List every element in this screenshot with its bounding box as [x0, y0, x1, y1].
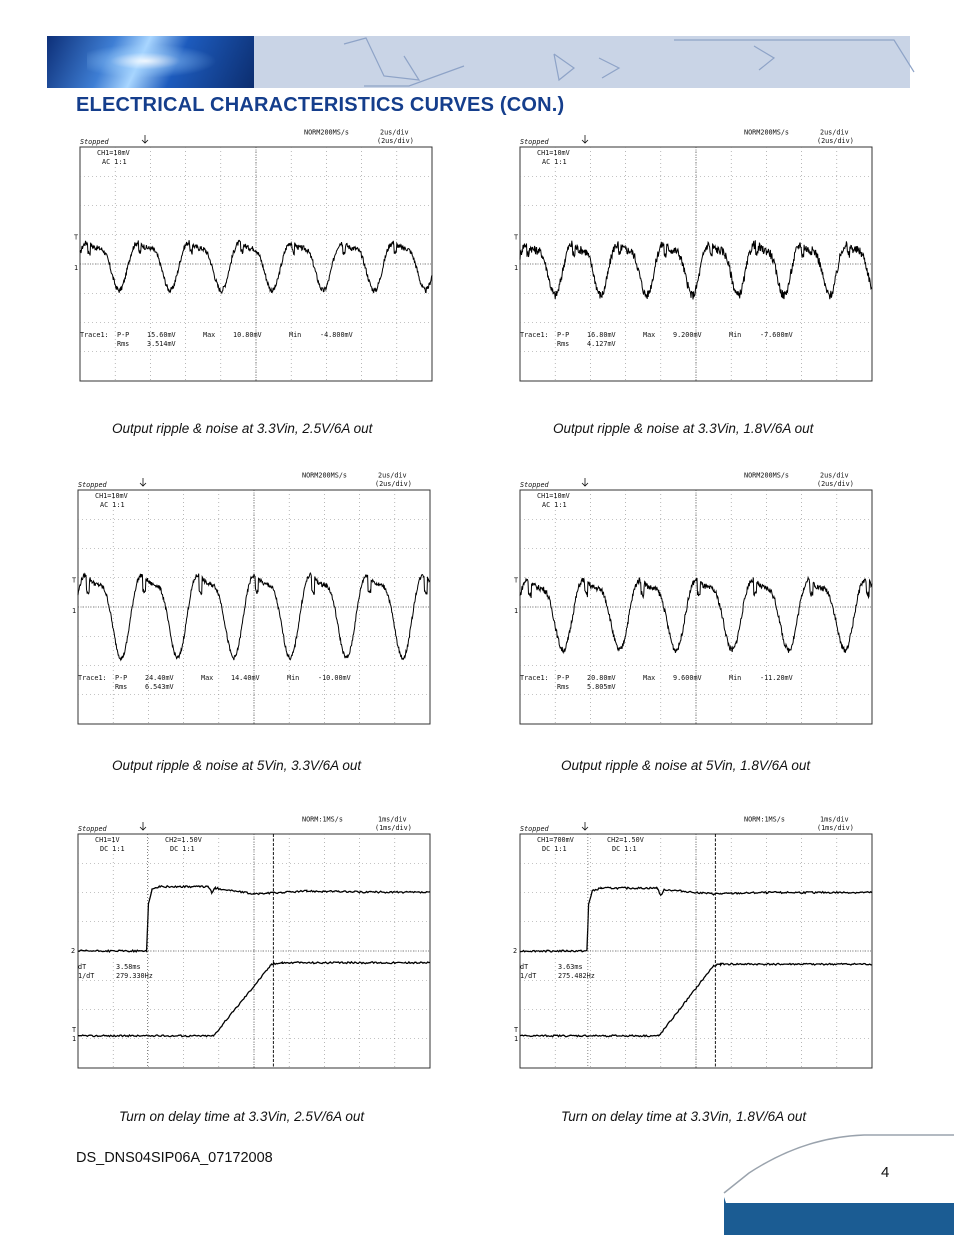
readout-cell: Min: [289, 331, 302, 339]
scope-timebase: 2us/div: [820, 128, 849, 137]
banner-decoration: [254, 36, 910, 88]
readout-cell: -10.00mV: [318, 674, 351, 682]
scope-plot-3: [73, 472, 435, 728]
channel-name: CH1=10mV: [537, 492, 570, 500]
trigger-marker: [140, 822, 146, 830]
scope-status: Stopped: [78, 825, 107, 833]
trigger-marker: [582, 822, 588, 830]
channel-1-marker: 1: [74, 263, 79, 272]
readout-cell: P-P: [115, 674, 128, 682]
channel-name: CH1=10mV: [97, 149, 130, 157]
readout-cell: -4.800mV: [320, 331, 353, 339]
trigger-level-marker: T: [514, 576, 519, 585]
figure-caption-1: Output ripple & noise at 3.3Vin, 2.5V/6A out: [112, 421, 373, 436]
channel-coupling: DC 1:1: [100, 845, 125, 853]
figure-caption-4: Output ripple & noise at 5Vin, 1.8V/6A out: [561, 758, 811, 773]
channel-1-marker: 1: [514, 606, 519, 615]
readout-cell: 16.80mV: [587, 331, 616, 339]
scope-status: Stopped: [520, 481, 549, 489]
header-banner: [47, 36, 910, 88]
scope-timebase: 2us/div: [380, 128, 409, 137]
figure-caption-3: Output ripple & noise at 5Vin, 3.3V/6A out: [112, 758, 362, 773]
readout-cell: dT: [520, 963, 529, 971]
scope-timebase-note: (2us/div): [817, 480, 854, 488]
figure-caption-6: Turn on delay time at 3.3Vin, 1.8V/6A out: [561, 1109, 807, 1124]
readout-cell: 1/dT: [78, 972, 95, 980]
scope-plot-4: [515, 472, 877, 728]
scope-plot-5: [73, 816, 435, 1072]
readout-cell: 9.200mV: [673, 331, 702, 339]
scope-timebase: 1ms/div: [820, 815, 849, 824]
channel-name: CH1=10mV: [95, 492, 128, 500]
readout-cell: Rms: [557, 340, 570, 348]
readout-cell: 10.80mV: [233, 331, 262, 339]
scope-status: Stopped: [78, 481, 107, 489]
trigger-marker: [142, 135, 148, 143]
readout-cell: Min: [729, 331, 742, 339]
scope-screen: [75, 129, 437, 385]
corner-decoration: [724, 1133, 954, 1235]
document-id: DS_DNS04SIP06A_07172008: [76, 1150, 273, 1166]
trigger-marker: [582, 478, 588, 486]
channel-coupling: DC 1:1: [170, 845, 195, 853]
channel-1-marker: 1: [72, 606, 77, 615]
readout-cell: 6.543mV: [145, 683, 174, 691]
scope-sample-mode: NORM200MS/s: [744, 128, 790, 137]
readout-cell: Rms: [557, 683, 570, 691]
readout-cell: 4.127mV: [587, 340, 616, 348]
trigger-level-marker: T: [74, 233, 79, 242]
channel-name: CH2=1.50V: [607, 836, 644, 844]
scope-timebase-note: (1ms/div): [817, 824, 854, 832]
readout-cell: 279.330Hz: [116, 972, 153, 980]
trigger-level-marker: T: [514, 1025, 519, 1034]
channel-coupling: AC 1:1: [542, 158, 567, 166]
scope-screen: [515, 472, 877, 728]
channel-coupling: DC 1:1: [542, 845, 567, 853]
trigger-level-marker: T: [72, 1025, 77, 1034]
trigger-level-marker: T: [514, 233, 519, 242]
trigger-level-marker: T: [72, 576, 77, 585]
channel-2-marker: 2: [71, 947, 76, 955]
channel-coupling: AC 1:1: [100, 501, 125, 509]
readout-cell: Trace1:: [80, 331, 109, 339]
channel-name: CH2=1.50V: [165, 836, 202, 844]
readout-cell: 15.60mV: [147, 331, 176, 339]
channel-name: CH1=1V: [95, 836, 120, 844]
trigger-marker: [582, 135, 588, 143]
readout-cell: Rms: [115, 683, 128, 691]
scope-screen: [515, 816, 877, 1072]
scope-timebase-note: (1ms/div): [375, 824, 412, 832]
scope-plot-1: [75, 129, 437, 385]
scope-timebase: 1ms/div: [378, 815, 407, 824]
scope-timebase-note: (2us/div): [817, 137, 854, 145]
channel-coupling: AC 1:1: [542, 501, 567, 509]
scope-status: Stopped: [520, 825, 549, 833]
channel-1-marker: 1: [72, 1034, 77, 1043]
readout-cell: -7.600mV: [760, 331, 793, 339]
readout-cell: Max: [203, 331, 216, 339]
readout-cell: dT: [78, 963, 87, 971]
readout-cell: 3.514mV: [147, 340, 176, 348]
figure-caption-5: Turn on delay time at 3.3Vin, 2.5V/6A out: [119, 1109, 365, 1124]
readout-cell: Trace1:: [520, 331, 549, 339]
scope-sample-mode: NORM200MS/s: [304, 128, 350, 137]
readout-cell: 5.805mV: [587, 683, 616, 691]
channel-2-marker: 2: [513, 947, 518, 955]
readout-cell: P-P: [117, 331, 130, 339]
figure-caption-2: Output ripple & noise at 3.3Vin, 1.8V/6A out: [553, 421, 814, 436]
scope-status: Stopped: [80, 138, 109, 146]
scope-timebase-note: (2us/div): [377, 137, 414, 145]
readout-cell: Max: [201, 674, 214, 682]
readout-cell: -11.20mV: [760, 674, 793, 682]
scope-sample-mode: NORM200MS/s: [302, 471, 348, 480]
channel-name: CH1=700mV: [537, 836, 574, 844]
channel-name: CH1=10mV: [537, 149, 570, 157]
readout-cell: Trace1:: [520, 674, 549, 682]
channel-coupling: DC 1:1: [612, 845, 637, 853]
scope-plot-2: [515, 129, 877, 385]
readout-cell: 9.600mV: [673, 674, 702, 682]
page-title: ELECTRICAL CHARACTERISTICS CURVES (CON.): [76, 94, 565, 116]
scope-screen: [73, 816, 435, 1072]
readout-cell: 3.63ms: [558, 963, 583, 971]
scope-screen: [515, 129, 877, 385]
readout-cell: P-P: [557, 674, 570, 682]
readout-cell: 20.80mV: [587, 674, 616, 682]
scope-sample-mode: NORM200MS/s: [744, 471, 790, 480]
readout-cell: 24.40mV: [145, 674, 174, 682]
readout-cell: 14.40mV: [231, 674, 260, 682]
scope-timebase-note: (2us/div): [375, 480, 412, 488]
banner-photo: [47, 36, 254, 88]
scope-sample-mode: NORM:1MS/s: [744, 815, 785, 824]
readout-cell: Max: [643, 331, 656, 339]
readout-cell: Max: [643, 674, 656, 682]
channel-1-marker: 1: [514, 1034, 519, 1043]
channel-coupling: AC 1:1: [102, 158, 127, 166]
readout-cell: Min: [729, 674, 742, 682]
scope-plot-6: [515, 816, 877, 1072]
readout-cell: Min: [287, 674, 300, 682]
trigger-marker: [140, 478, 146, 486]
readout-cell: Trace1:: [78, 674, 107, 682]
readout-cell: Rms: [117, 340, 130, 348]
scope-screen: [73, 472, 435, 728]
page-number: 4: [881, 1164, 890, 1181]
scope-status: Stopped: [520, 138, 549, 146]
readout-cell: P-P: [557, 331, 570, 339]
channel-1-marker: 1: [514, 263, 519, 272]
scope-sample-mode: NORM:1MS/s: [302, 815, 343, 824]
readout-cell: 275.482Hz: [558, 972, 595, 980]
scope-timebase: 2us/div: [378, 471, 407, 480]
readout-cell: 3.58ms: [116, 963, 141, 971]
readout-cell: 1/dT: [520, 972, 537, 980]
scope-timebase: 2us/div: [820, 471, 849, 480]
